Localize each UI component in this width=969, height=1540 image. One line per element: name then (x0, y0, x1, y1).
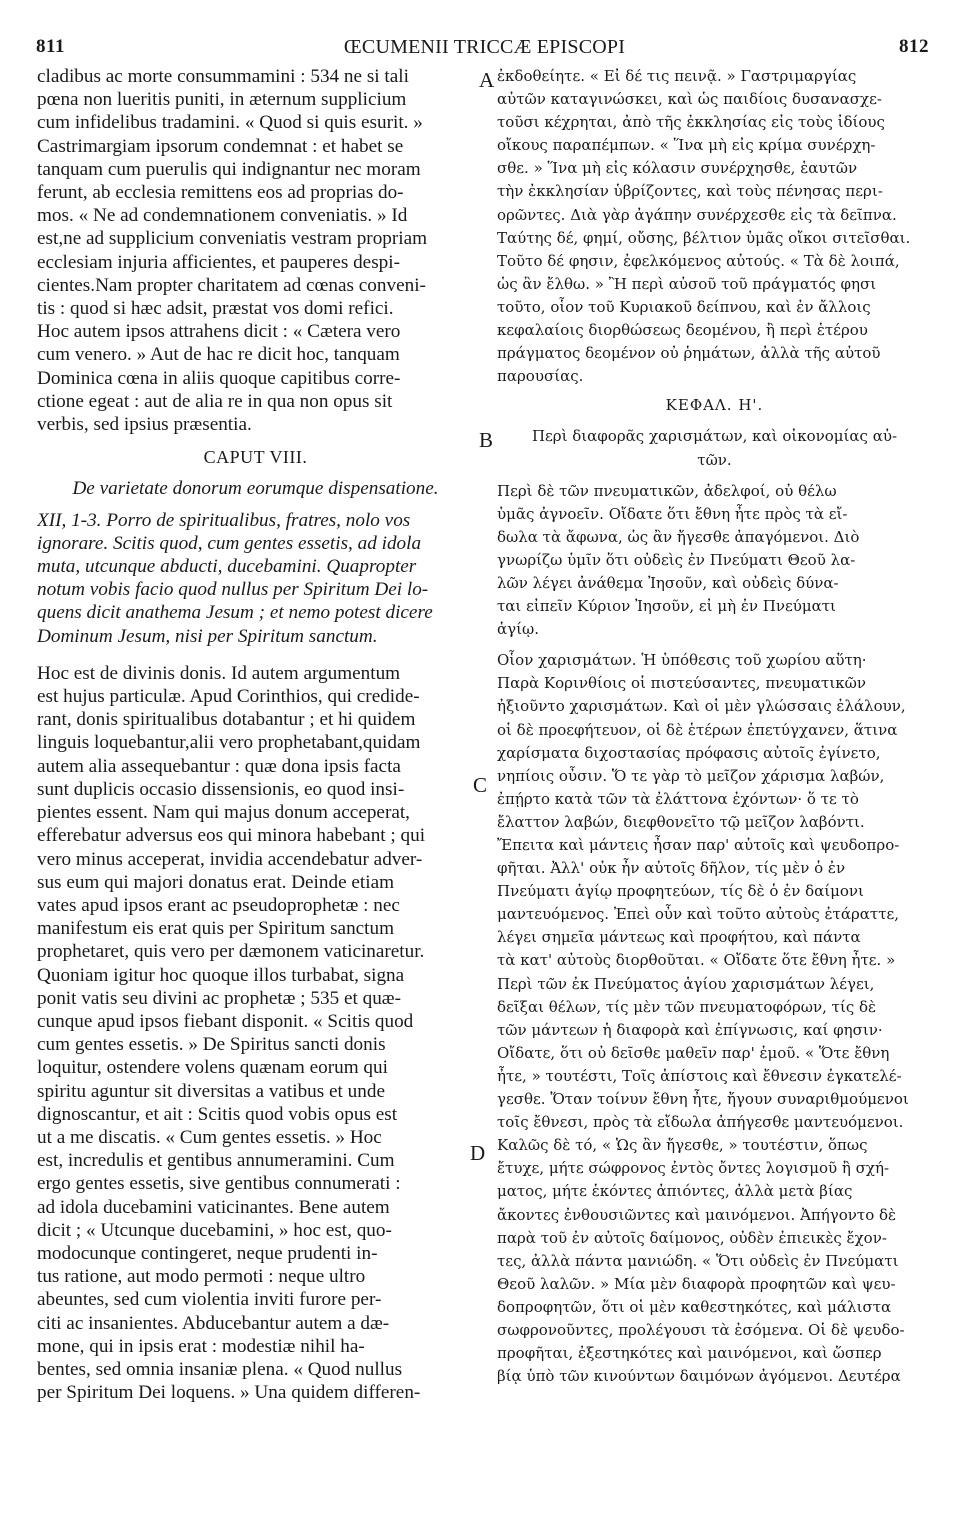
text-line: τῶν μάντεων ἡ διαφορὰ καὶ ἐπίγνωσις, καί φησιν· (497, 1020, 883, 1039)
text-line: cunque apud ipsos fiebant disponit. « Scitis quod (37, 1010, 414, 1032)
text-line: μαντευόμενος. Ἐπεὶ οὖν καὶ τοῦτο αὐτοὺς ἐτάραττε, (497, 905, 900, 924)
text-line: ctione egeat : aut de alia re in qua non opus sit (37, 390, 393, 412)
text-line: Castrimargiam ipsorum condemnat : et habet se (37, 135, 404, 157)
text-line: cum venero. » Aut de hac re dicit hoc, tanquam (37, 344, 400, 366)
text-line: αὐτῶν καταγινώσκει, καὶ ὡς παιδίοις δυσανασχε- (497, 90, 882, 109)
scripture-line: ται εἰπεῖν Κύριον Ἰησοῦν, εἰ μὴ ἐν Πνεύματι (497, 597, 836, 616)
text-line: abeuntes, sed cum violentia inviti furore per- (37, 1289, 382, 1311)
text-line: est,ne ad supplicium conveniatis vestram propriam (37, 228, 428, 250)
text-line: βίᾳ ὑπὸ τῶν κινούντων δαιμόνων ἀγόμενοι. Δευτέρα (497, 1367, 901, 1386)
text-line: est hujus particulæ. Apud Corinthios, qui credide- (37, 686, 420, 708)
text-line: manifestum eis erat quis per Spiritum sanctum (37, 918, 395, 940)
text-line: ἔτυχε, μήτε σώφρονος ἐντὸς ὄντες λογισμοῦ ἢ σχή- (497, 1159, 890, 1178)
greek-body-text (497, 649, 932, 1388)
latin-scripture-text (37, 509, 474, 648)
text-line: Ταύτης δέ, φημί, οὔσης, βέλτιον ὑμᾶς οἴκοι σιτεῖσθαι. (497, 228, 911, 247)
text-line: Θεοῦ λαλῶν. » Μία μὲν διαφορὰ προφητῶν καὶ ψευ- (497, 1274, 896, 1293)
text-line: δεῖξαι θέλων, τίς μὲν τῶν πνευματοφόρων, τίς δὲ (497, 997, 877, 1016)
scripture-line: γνωρίζω ὑμῖν ὅτι οὐδεὶς ἐν Πνεύματι Θεοῦ λα- (497, 550, 856, 569)
text-line: ορῶντες. Διὰ γὰρ ἀγάπην συνέρχεσθε εἰς τὰ δεῖπνα. (497, 205, 897, 224)
scripture-line: λῶν λέγει ἀνάθεμα Ἰησοῦν, καὶ οὐδεὶς δύνα- (497, 573, 839, 592)
text-line: Τοῦτο δέ φησιν, ἐφελκόμενος αὐτούς. « Τὰ δὲ λοιπά, (497, 251, 900, 270)
greek-top-text (497, 65, 932, 388)
text-line: ad idola ducebamini vaticinantes. Bene autem (37, 1196, 390, 1218)
text-line: Ἔπειτα καὶ μάντεις ἦσαν παρ' αὐτοῖς καὶ ψευδοπρο- (497, 836, 900, 854)
scripture-line: quens dicit anathema Jesum ; et nemo potest dicere (37, 602, 433, 624)
latin-chapter-subtitle: De varietate donorum eorumque dispensatione. (72, 478, 439, 500)
text-line: ἄκοντες ἐνθουσιῶντες καὶ μαινόμενοι. Ἀπήγοντο δὲ (497, 1205, 897, 1224)
text-line: σθε. » Ἵνα μὴ εἰς κόλασιν συνέρχησθε, ἑαυτῶν (497, 159, 858, 178)
text-line: Dominica cœna in aliis quoque capitibus corre- (37, 367, 401, 389)
left-page-number: 811 (36, 36, 65, 57)
text-line: mos. « Ne ad condemnationem conveniatis. » Id (37, 205, 408, 227)
text-line: ματος, μήτε ἑκόντες ἀπιόντες, ἀλλὰ μετὰ βίας (497, 1182, 853, 1201)
greek-scripture-text (497, 480, 932, 642)
scripture-line: ἁγίῳ. (497, 620, 539, 639)
text-line: χαρίσματα διχοστασίας πρόφασις αὐτοῖς ἐγίνετο, (497, 743, 881, 762)
scripture-line: muta, utcunque abducti, ducebamini. Quapropter (37, 556, 417, 578)
latin-body-text (37, 662, 474, 1405)
margin-marker-b: B (479, 428, 494, 452)
text-line: παρὰ τοῦ ἐν αὐτοῖς δαίμονος, οὐδὲν ἐπιεικὲς ἔχον- (497, 1228, 887, 1247)
text-line: tus ratione, aut modo permoti : neque ultro (37, 1266, 366, 1288)
text-line: ecclesiam injuria afficientes, et pauperes despi- (37, 251, 400, 273)
text-line: ponit vatis seu divini ac prophetæ ; 535 et quæ- (37, 987, 401, 1009)
text-line: δοπροφητῶν, ὅτι οἱ μὲν καθεστηκότες, καὶ μάλιστα (497, 1297, 892, 1316)
text-line: νηπίοις οὖσιν. Ὅ τε γὰρ τὸ μεῖζον χάρισμα λαβών, (497, 766, 885, 785)
scripture-line: ignorare. Scitis quod, cum gentes essetis, ad idola (37, 532, 422, 554)
text-line: οἴκους παραπέμπων. « Ἵνα μὴ εἰς κρίμα συνέρχη- (497, 136, 876, 155)
text-line: τοῦτο, οἷον τοῦ Κυριακοῦ δείπνου, καὶ ἐν ἄλλοις (497, 297, 871, 316)
scripture-line: Περὶ δὲ τῶν πνευματικῶν, ἀδελφοί, οὐ θέλω (497, 481, 837, 500)
text-line: vero minus acceperat, invidia accendebatur adver- (37, 848, 423, 870)
text-line: φῆται. Ἀλλ' οὐκ ἦν αὐτοῖς δῆλον, τίς μὲν ὁ ἐν (497, 859, 846, 878)
text-line: rant, donis spiritualibus dotabantur ; et hi quidem (37, 709, 416, 731)
text-line: ut a me discatis. « Cum gentes essetis. » Hoc (37, 1126, 382, 1148)
greek-column (497, 65, 932, 1388)
scripture-line: notum vobis facio quod nullus per Spiritum Dei lo- (37, 579, 429, 601)
text-line: autem alia assequebantur : quæ dona ipsis facta (37, 755, 401, 777)
text-line: ὡς ἂν ἔλθω. » Ἢ περὶ αὐσοῦ τοῦ πράγματός φησι (497, 274, 877, 293)
text-line: dignoscantur, et ait : Scitis quod vobis opus est (37, 1103, 398, 1125)
text-line: Περὶ τῶν ἐκ Πνεύματος ἁγίου χαρισμάτων λέγει, (497, 974, 875, 993)
text-line: Hoc est de divinis donis. Id autem argumentum (37, 662, 401, 684)
text-line: est, incredulis et gentibus annumeramini. Cum (37, 1150, 395, 1172)
text-line: verbis, sed ipsius præsentia. (37, 414, 252, 436)
text-line: mone, qui in ipsis erat : modestiæ nihil ha- (37, 1335, 365, 1357)
text-line: σωφρονοῦντες, προλέγουσι τὰ ἐσόμενα. Οἱ δὲ ψευδο- (497, 1320, 905, 1339)
scripture-line: Dominum Jesum, nisi per Spiritum sanctum. (37, 625, 378, 647)
greek-chapter-title: ΚΕΦΑΛ. Η'. (665, 396, 764, 415)
text-line: ἐπῄρτο κατὰ τῶν τὰ ἐλάττονα ἐχόντων· ὅ τε τὸ (497, 789, 859, 808)
text-line: per Spiritum Dei loquens. » Una quidem differen- (37, 1382, 421, 1404)
text-line: τες, ἀλλὰ πάντα μανιώδη. « Ὅτι οὐδεὶς ἐν Πνεύματι (497, 1251, 899, 1270)
text-line: προφῆται, ἐξεστηκότες καὶ μαινόμενοι, καὶ ὥσπερ (497, 1344, 882, 1363)
text-line: Οἷον χαρισμάτων. Ἡ ὑπόθεσις τοῦ χωρίου αὕτη· (497, 651, 867, 670)
margin-marker-c: C (473, 773, 488, 797)
text-line: λέγει σημεῖα μάντεως καὶ προφήτου, καὶ πάντα (497, 928, 861, 947)
text-line: τοῦσι κέχρηται, ἀπὸ τῆς ἐκκλησίας εἰς τοὺς ἰδίους (497, 113, 885, 132)
text-line: Hoc autem ipsos attrahens dicit : « Cætera vero (37, 321, 401, 343)
text-line: cladibus ac morte consummamini : 534 ne si tali (37, 66, 409, 87)
text-line: ferunt, ab ecclesia remittens eos ad proprias do- (37, 182, 404, 204)
text-line: bentes, sed omnia insaniæ plena. « Quod nullus (37, 1358, 403, 1380)
subtitle-line: τῶν. (697, 450, 732, 469)
text-line: Quoniam igitur hoc quoque illos turbabat, signa (37, 964, 405, 986)
scripture-line: XII, 1-3. Porro de spiritualibus, fratres, nolo vos (37, 509, 411, 531)
text-line: cum gentes essetis. » De Spiritus sancti donis (37, 1034, 386, 1056)
text-line: loquitur, ostendere volens quænam eorum qui (37, 1057, 388, 1079)
scripture-line: δωλα τὰ ἄφωνα, ὡς ἂν ἤγεσθε ἀπαγόμενοι. Διὸ (497, 527, 860, 546)
subtitle-line: Περὶ διαφορᾶς χαρισμάτων, καὶ οἰκονομίας αὐ- (531, 427, 898, 446)
text-line: ἐκδοθείητε. « Εἰ δέ τις πεινᾷ. » Γαστριμαργίας (497, 67, 857, 85)
text-line: παρουσίας. (497, 367, 584, 386)
latin-column (37, 65, 474, 1404)
text-line: Πνεύματι ἁγίῳ προφητεύων, τίς δὲ ὁ ἐν δαίμονι (497, 882, 864, 901)
greek-chapter-subtitle (497, 425, 932, 471)
text-line: pientes essent. Nam qui majus donum acceperat, (37, 802, 410, 824)
text-line: γεσθε. Ὅταν τοίνυν ἔθνη ἦτε, ἤγουν συναριθμούμενοι (497, 1090, 909, 1109)
text-line: sunt duplicis occasio dissensionis, eo quod insi- (37, 778, 405, 800)
text-line: ἦτε, » τουτέστι, Τοῖς ἀπίστοις καὶ ἔθνεσιν ἐγκατελέ- (497, 1066, 902, 1085)
scripture-line: ὑμᾶς ἀγνοεῖν. Οἴδατε ὅτι ἔθνη ἦτε πρὸς τὰ εἴ- (497, 504, 848, 523)
text-line: Παρὰ Κορινθίοις οἱ πιστεύσαντες, πνευματικῶν (497, 674, 866, 693)
latin-chapter-title: CAPUT VIII. (203, 447, 308, 468)
running-title: ŒCUMENII TRICCÆ EPISCOPI (343, 36, 626, 58)
text-line: ἠξιοῦντο χαρισμάτων. Καὶ οἱ μὲν γλώσσαις ἐλάλουν, (497, 697, 906, 716)
text-line: dicit ; « Utcunque ducebamini, » hoc est, quo- (37, 1219, 392, 1241)
text-line: spiritu aguntur sit diversitas a vatibus et unde (37, 1080, 385, 1102)
text-line: Καλῶς δὲ τό, « Ὡς ἂν ἤγεσθε, » τουτέστιν, ὅπως (497, 1136, 868, 1155)
text-line: vates apud ipsos erant ac pseudoprophetæ : nec (37, 894, 400, 916)
text-line: linguis loquebantur,alii vero prophetabant,quidam (37, 732, 421, 754)
margin-marker-a: A (479, 68, 495, 92)
right-page-number: 812 (899, 36, 929, 57)
margin-marker-d: D (470, 1141, 486, 1165)
text-line: τὴν ἐκκλησίαν ὑβρίζοντες, καὶ τοὺς πένησας περι- (497, 182, 883, 201)
text-line: tanquam cum puerulis qui indignantur nec moram (37, 158, 421, 180)
text-line: pœna non lueritis puniti, in æternum supplicium (37, 89, 407, 111)
text-line: sus eum qui majori donatus erat. Deinde etiam (37, 871, 395, 893)
text-line: οἱ δὲ προεφήτευον, οἱ δὲ ἑτέρων ἐπετύγχανεν, ἅτινα (497, 720, 898, 739)
text-line: κεφαλαίοις διορθώσεως δεομένου, ἢ περὶ ἑτέρου (497, 321, 868, 340)
text-line: ἔλαττον λαβών, διεφθονεῖτο τῷ μεῖζον λαβόντι. (497, 812, 865, 831)
text-line: citi ac insanientes. Abducebantur autem a dæ- (37, 1312, 390, 1334)
text-line: tis : quod si hæc adsit, præstat vos domi refici. (37, 298, 394, 320)
text-line: prophetaret, quis vero per dæmonem vaticinaretur. (37, 941, 425, 963)
text-line: ergo gentes essetis, sive gentibus connumerati : (37, 1173, 401, 1195)
text-line: Οἴδατε, ὅτι οὐ δεῖσθε μαθεῖν παρ' ἐμοῦ. « Ὅτε ἔθνη (497, 1043, 890, 1062)
text-line: modocunque contingeret, neque prudenti in- (37, 1242, 378, 1264)
text-line: τοῖς ἔθνεσι, πρὸς τὰ εἴδωλα ἀπήγεσθε μαντευόμενοι. (497, 1113, 904, 1132)
text-line: cum infidelibus tradamini. « Quod si quis esurit. » (37, 112, 423, 134)
text-line: cientes.Nam propter charitatem ad cœnas conveni- (37, 274, 426, 296)
text-line: τὰ κατ' αὐτοὺς διορθοῦται. « Οἴδατε ὅτε ἔθνη ἦτε. » (497, 951, 896, 970)
text-line: efferebatur adversus eos qui minora habebant ; qui (37, 825, 426, 847)
text-line: πράγματος δεομένον οὐ ῥημάτων, ἀλλὰ τῆς αὐτοῦ (497, 344, 881, 363)
latin-top-text (37, 65, 474, 436)
